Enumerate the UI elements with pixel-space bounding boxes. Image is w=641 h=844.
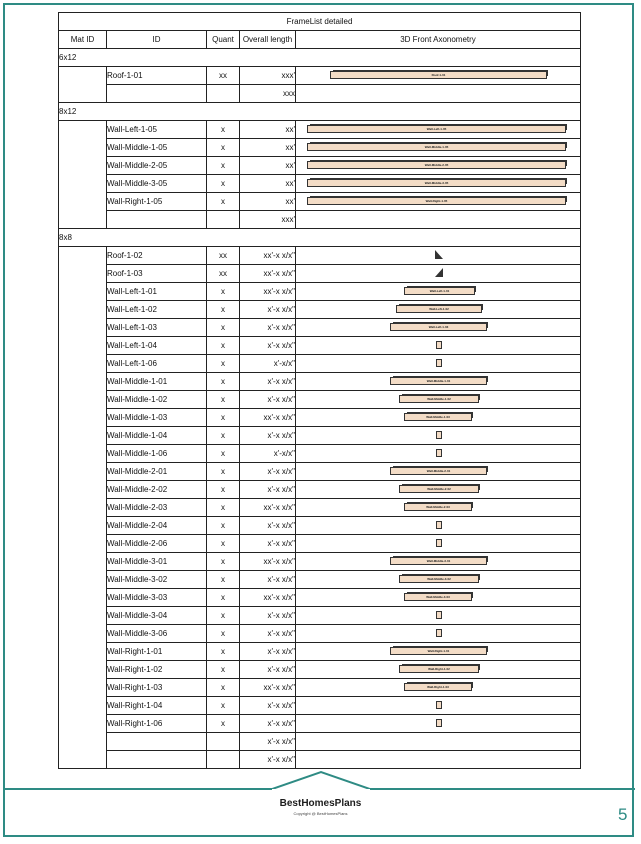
piece-length: x'-x x/x" (240, 715, 296, 733)
piece-length: x'-x x/x" (240, 301, 296, 319)
piece-quantity: x (207, 175, 240, 193)
table-row (59, 67, 581, 85)
piece-id: Wall-Right-1-03 (107, 679, 207, 697)
piece-quantity: x (207, 283, 240, 301)
table-row (59, 499, 581, 517)
piece-id: Wall-Middle-2-04 (107, 517, 207, 535)
piece-axonometry (296, 265, 581, 283)
piece-axonometry (296, 247, 581, 265)
piece-length: xx' (240, 139, 296, 157)
piece-id: Wall-Middle-1-04 (107, 427, 207, 445)
piece-length: xx'-x x/x" (240, 499, 296, 517)
piece-length: x'-x x/x" (240, 607, 296, 625)
piece-quantity: x (207, 643, 240, 661)
table-row (59, 661, 581, 679)
piece-length: x'-x x/x" (240, 625, 296, 643)
piece-length: xx' (240, 193, 296, 211)
group-mat-id: 6x12 (59, 49, 581, 67)
piece-length: x'-x x/x" (240, 481, 296, 499)
page-number: 5 (618, 805, 628, 824)
table-row (59, 391, 581, 409)
table-row (59, 517, 581, 535)
table-row (59, 409, 581, 427)
piece-id: Wall-Middle-1-01 (107, 373, 207, 391)
piece-quantity: x (207, 553, 240, 571)
frame-piece-triangle (435, 250, 443, 259)
piece-axonometry (296, 661, 581, 679)
table-row (59, 481, 581, 499)
piece-id: Roof-1-03 (107, 265, 207, 283)
piece-quantity: x (207, 571, 240, 589)
frame-piece-bar (399, 485, 479, 493)
piece-quantity: x (207, 463, 240, 481)
group-total-row (59, 733, 581, 751)
table-row (59, 463, 581, 481)
frame-piece-label: Wall-Middle-3-05 (424, 181, 449, 185)
frame-piece-label: Wall-Middle-1-03 (426, 415, 450, 419)
table-row (59, 355, 581, 373)
piece-quantity: x (207, 409, 240, 427)
piece-quantity: x (207, 427, 240, 445)
frame-piece-bar (307, 161, 566, 169)
piece-length: x'-x x/x" (240, 319, 296, 337)
table-row (59, 247, 581, 265)
table-row (59, 193, 581, 211)
piece-axonometry (296, 319, 581, 337)
piece-axonometry (296, 643, 581, 661)
piece-axonometry (296, 67, 581, 85)
total-qty-cell (207, 211, 240, 229)
piece-axonometry (296, 427, 581, 445)
frame-piece-bar (404, 503, 472, 511)
table-row (59, 445, 581, 463)
frame-piece-bar (404, 593, 472, 601)
piece-length: x'-x x/x" (240, 517, 296, 535)
total-id-cell (107, 733, 207, 751)
piece-id: Wall-Middle-2-02 (107, 481, 207, 499)
total-id-cell (107, 85, 207, 103)
table-row (59, 553, 581, 571)
frame-piece-bar (390, 647, 487, 655)
piece-quantity: x (207, 391, 240, 409)
frame-piece-stud (436, 431, 442, 439)
piece-quantity: xx (207, 247, 240, 265)
table-row (59, 337, 581, 355)
piece-id: Wall-Middle-2-06 (107, 535, 207, 553)
frame-piece-bar (399, 665, 479, 673)
frame-piece-label: Wall-Middle-1-05 (424, 145, 449, 149)
table-title: FrameList detailed (59, 13, 581, 31)
piece-length: xx'-x x/x" (240, 265, 296, 283)
frame-piece-stud (436, 539, 442, 547)
piece-id: Wall-Middle-3-03 (107, 589, 207, 607)
piece-length: x'-x x/x" (240, 643, 296, 661)
piece-id: Wall-Middle-2-01 (107, 463, 207, 481)
header-quant: Quant (207, 31, 240, 49)
frame-piece-bar (404, 413, 472, 421)
piece-axonometry (296, 409, 581, 427)
piece-length: xx'-x x/x" (240, 553, 296, 571)
piece-length: x'-x x/x" (240, 337, 296, 355)
piece-axonometry (296, 121, 581, 139)
frame-piece-label: Wall-Right-1-05 (425, 199, 448, 203)
frame-piece-label: Wall-Right-1-01 (427, 649, 450, 653)
table-row (59, 319, 581, 337)
piece-length: x'-x x/x" (240, 373, 296, 391)
total-qty-cell (207, 733, 240, 751)
total-axo-cell (296, 85, 581, 103)
frame-piece-bar (399, 575, 479, 583)
piece-length: x'-x x/x" (240, 463, 296, 481)
piece-length: x'-x x/x" (240, 697, 296, 715)
piece-quantity: x (207, 625, 240, 643)
frame-piece-bar (307, 197, 566, 205)
group-mat-id: 8x12 (59, 103, 581, 121)
frame-piece-stud (436, 449, 442, 457)
piece-length: xx'-x x/x" (240, 679, 296, 697)
group-total-length: x'-x x/x" (240, 751, 296, 769)
piece-id: Wall-Right-1-06 (107, 715, 207, 733)
piece-axonometry (296, 373, 581, 391)
frame-piece-label: Wall-Middle-2-03 (426, 505, 450, 509)
piece-quantity: x (207, 319, 240, 337)
piece-quantity: x (207, 373, 240, 391)
total-axo-cell (296, 751, 581, 769)
piece-id: Wall-Right-1-05 (107, 193, 207, 211)
frame-piece-label: Wall-Left-1-02 (429, 307, 449, 311)
frame-piece-bar (307, 179, 566, 187)
piece-quantity: x (207, 715, 240, 733)
header-axonometry: 3D Front Axonometry (296, 31, 581, 49)
piece-quantity: x (207, 337, 240, 355)
frame-list-table (58, 12, 581, 769)
header-id: ID (107, 31, 207, 49)
group-mat-id: 8x8 (59, 229, 581, 247)
frame-piece-triangle (435, 268, 443, 277)
piece-axonometry (296, 679, 581, 697)
piece-length: xx' (240, 157, 296, 175)
frame-piece-stud (436, 359, 442, 367)
frame-piece-stud (436, 611, 442, 619)
piece-length: xx'-x x/x" (240, 409, 296, 427)
piece-id: Wall-Middle-3-04 (107, 607, 207, 625)
table-row (59, 679, 581, 697)
table-header-row (59, 31, 581, 49)
piece-id: Wall-Middle-1-02 (107, 391, 207, 409)
piece-id: Wall-Middle-1-06 (107, 445, 207, 463)
frame-piece-label: Wall-Middle-3-03 (426, 595, 450, 599)
piece-id: Wall-Left-1-04 (107, 337, 207, 355)
piece-id: Wall-Left-1-06 (107, 355, 207, 373)
piece-id: Wall-Left-1-01 (107, 283, 207, 301)
frame-piece-bar (330, 71, 547, 79)
frame-piece-bar (390, 377, 487, 385)
frame-piece-label: Wall-Middle-1-01 (426, 379, 451, 383)
piece-axonometry (296, 535, 581, 553)
table-row (59, 607, 581, 625)
total-id-cell (107, 751, 207, 769)
piece-length: xx'-x x/x" (240, 247, 296, 265)
frame-piece-bar (307, 143, 566, 151)
footer-peak-icon (272, 770, 370, 790)
piece-axonometry (296, 517, 581, 535)
frame-piece-bar (396, 305, 482, 313)
frame-piece-stud (436, 629, 442, 637)
piece-length: xx'-x x/x" (240, 283, 296, 301)
piece-quantity: x (207, 445, 240, 463)
frame-piece-label: Wall-Middle-1-02 (427, 397, 451, 401)
piece-axonometry (296, 571, 581, 589)
piece-quantity: x (207, 607, 240, 625)
piece-id: Wall-Middle-1-05 (107, 139, 207, 157)
frame-piece-bar (390, 557, 487, 565)
piece-length: x'-x/x" (240, 355, 296, 373)
frame-piece-bar (390, 323, 487, 331)
piece-id: Wall-Middle-3-05 (107, 175, 207, 193)
table-row (59, 643, 581, 661)
piece-length: x'-x x/x" (240, 661, 296, 679)
frame-piece-bar (399, 395, 479, 403)
piece-quantity: x (207, 661, 240, 679)
group-header-row (59, 103, 581, 121)
piece-id: Wall-Right-1-01 (107, 643, 207, 661)
table-row (59, 715, 581, 733)
piece-quantity: x (207, 499, 240, 517)
piece-quantity: x (207, 517, 240, 535)
piece-axonometry (296, 157, 581, 175)
piece-length: x'-x x/x" (240, 571, 296, 589)
piece-length: xx'-x x/x" (240, 589, 296, 607)
table-row (59, 121, 581, 139)
table-row (59, 175, 581, 193)
piece-id: Wall-Middle-2-05 (107, 157, 207, 175)
mat-id-cell (59, 67, 107, 103)
group-total-length: xxx' (240, 211, 296, 229)
piece-axonometry (296, 499, 581, 517)
table-row (59, 265, 581, 283)
frame-piece-label: Wall-Right-1-03 (427, 685, 449, 689)
piece-quantity: x (207, 679, 240, 697)
piece-quantity: x (207, 139, 240, 157)
piece-axonometry (296, 697, 581, 715)
piece-length: xx' (240, 175, 296, 193)
piece-axonometry (296, 463, 581, 481)
frame-piece-label: Wall-Middle-2-02 (427, 487, 451, 491)
frame-piece-label: Wall-Left-1-01 (429, 289, 450, 293)
frame-piece-bar (404, 287, 475, 295)
table-row (59, 157, 581, 175)
total-id-cell (107, 211, 207, 229)
group-total-row (59, 211, 581, 229)
frame-piece-bar (390, 467, 487, 475)
frame-piece-label: Wall-Right-1-02 (428, 667, 450, 671)
frame-piece-stud (436, 719, 442, 727)
piece-id: Wall-Right-1-02 (107, 661, 207, 679)
frame-piece-stud (436, 341, 442, 349)
table-row (59, 589, 581, 607)
piece-length: x'-x/x" (240, 445, 296, 463)
piece-axonometry (296, 283, 581, 301)
table-row (59, 373, 581, 391)
piece-id: Wall-Left-1-02 (107, 301, 207, 319)
table-row (59, 535, 581, 553)
frame-piece-stud (436, 521, 442, 529)
piece-quantity: x (207, 535, 240, 553)
piece-length: x'-x x/x" (240, 391, 296, 409)
table-row (59, 625, 581, 643)
piece-axonometry (296, 391, 581, 409)
piece-quantity: x (207, 697, 240, 715)
piece-axonometry (296, 175, 581, 193)
group-header-row (59, 229, 581, 247)
footer-brand: BestHomesPlans (279, 798, 362, 809)
piece-axonometry (296, 301, 581, 319)
piece-length: xx' (240, 121, 296, 139)
piece-id: Wall-Middle-1-03 (107, 409, 207, 427)
frame-piece-label: Wall-Left-1-03 (428, 325, 449, 329)
piece-axonometry (296, 355, 581, 373)
piece-quantity: x (207, 355, 240, 373)
piece-axonometry (296, 139, 581, 157)
table-row (59, 139, 581, 157)
table-row (59, 697, 581, 715)
footer-copyright: Copyright @ BestHomesPlans (293, 811, 348, 816)
piece-quantity: x (207, 121, 240, 139)
table-row (59, 571, 581, 589)
piece-quantity: x (207, 589, 240, 607)
piece-quantity: x (207, 157, 240, 175)
table-row (59, 283, 581, 301)
piece-id: Roof-1-01 (107, 67, 207, 85)
piece-id: Roof-1-02 (107, 247, 207, 265)
piece-id: Wall-Right-1-04 (107, 697, 207, 715)
piece-axonometry (296, 481, 581, 499)
table-row (59, 301, 581, 319)
frame-piece-label: Wall-Middle-2-05 (424, 163, 449, 167)
header-overall-length: Overall length (240, 31, 296, 49)
table-row (59, 427, 581, 445)
piece-quantity: x (207, 301, 240, 319)
group-header-row (59, 49, 581, 67)
piece-axonometry (296, 193, 581, 211)
piece-length: x'-x x/x" (240, 427, 296, 445)
piece-quantity: xx (207, 265, 240, 283)
piece-axonometry (296, 337, 581, 355)
piece-axonometry (296, 445, 581, 463)
frame-piece-label: Roof-1-01 (431, 73, 446, 77)
table-title-row (59, 13, 581, 31)
mat-id-cell (59, 247, 107, 769)
piece-axonometry (296, 607, 581, 625)
piece-id: Wall-Middle-3-02 (107, 571, 207, 589)
piece-id: Wall-Middle-3-01 (107, 553, 207, 571)
piece-length: x'-x x/x" (240, 535, 296, 553)
piece-id: Wall-Middle-2-03 (107, 499, 207, 517)
header-mat-id: Mat ID (59, 31, 107, 49)
piece-axonometry (296, 553, 581, 571)
piece-axonometry (296, 625, 581, 643)
total-axo-cell (296, 733, 581, 751)
total-qty-cell (207, 85, 240, 103)
piece-axonometry (296, 589, 581, 607)
total-qty-cell (207, 751, 240, 769)
piece-axonometry (296, 715, 581, 733)
group-total-length: xxx (240, 85, 296, 103)
piece-id: Wall-Left-1-05 (107, 121, 207, 139)
group-total-length: x'-x x/x" (240, 733, 296, 751)
total-axo-cell (296, 211, 581, 229)
piece-quantity: x (207, 193, 240, 211)
piece-length: xxx' (240, 67, 296, 85)
group-total-row (59, 751, 581, 769)
piece-quantity: x (207, 481, 240, 499)
frame-piece-bar (404, 683, 472, 691)
piece-quantity: xx (207, 67, 240, 85)
frame-piece-label: Wall-Left-1-05 (426, 127, 447, 131)
frame-piece-label: Wall-Middle-3-02 (427, 577, 451, 581)
group-total-row (59, 85, 581, 103)
frame-piece-label: Wall-Middle-2-01 (426, 469, 451, 473)
piece-id: Wall-Middle-3-06 (107, 625, 207, 643)
frame-piece-stud (436, 701, 442, 709)
piece-id: Wall-Left-1-03 (107, 319, 207, 337)
frame-piece-label: Wall-Middle-3-01 (426, 559, 451, 563)
mat-id-cell (59, 121, 107, 229)
frame-piece-bar (307, 125, 566, 133)
